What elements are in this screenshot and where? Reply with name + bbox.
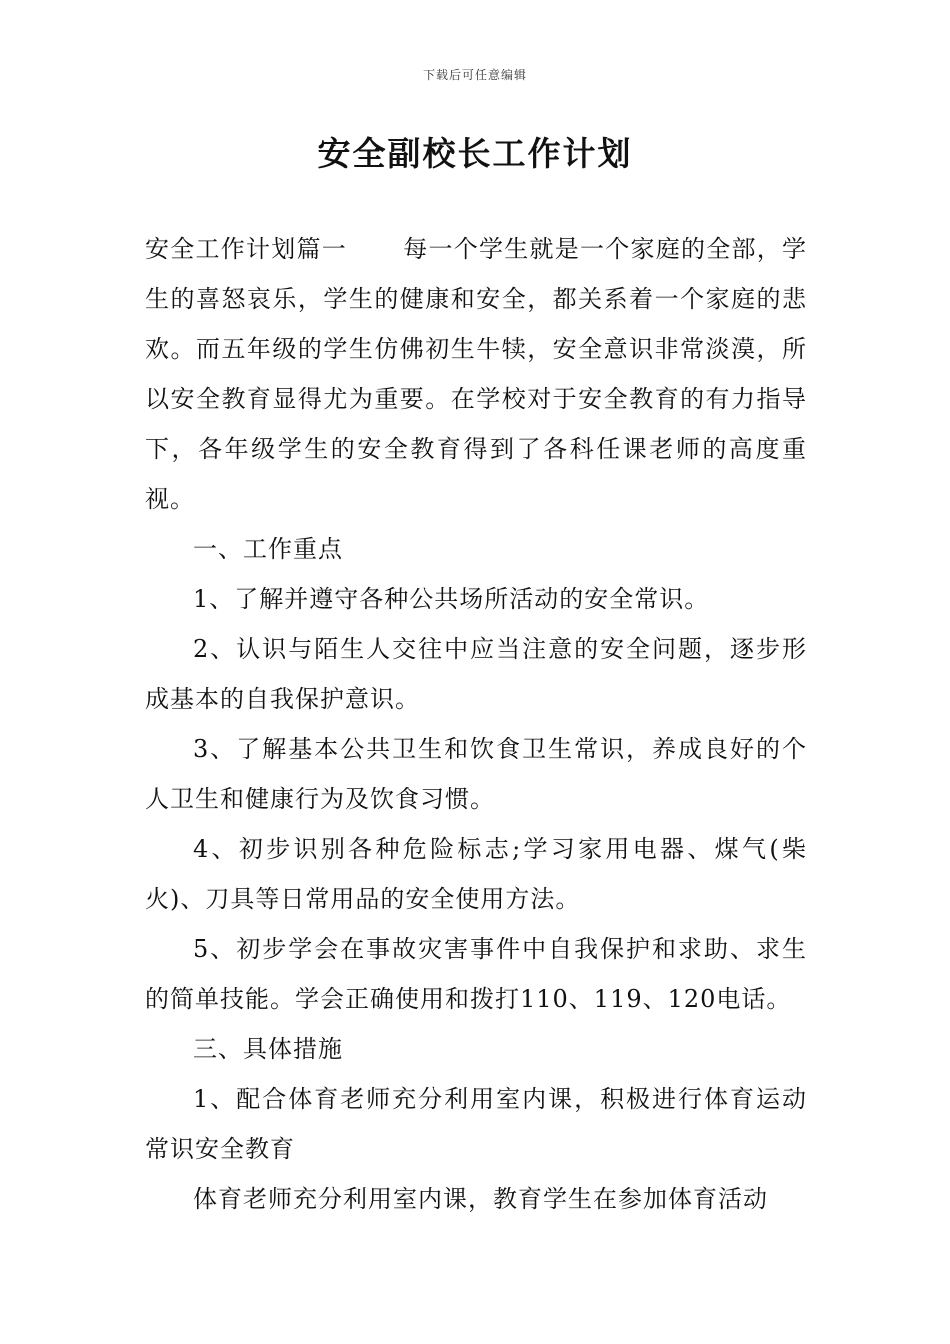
intro-label: 安全工作计划篇一 bbox=[145, 235, 347, 263]
measure-paragraph: 体育老师充分利用室内课，教育学生在参加体育活动 bbox=[193, 1185, 768, 1213]
document-title: 安全副校长工作计划 bbox=[317, 134, 633, 173]
section-heading-measures: 三、具体措施 bbox=[193, 1035, 343, 1063]
list-item: 5、初步学会在事故灾害事件中自我保护和求助、求生的简单技能。学会正确使用和拨打110、119、120电话。 bbox=[145, 935, 807, 1013]
list-item: 4、初步识别各种危险标志;学习家用电器、煤气(柴火)、刀具等日常用品的安全使用方法。 bbox=[145, 835, 807, 913]
list-item: 2、认识与陌生人交往中应当注意的安全问题，逐步形成基本的自我保护意识。 bbox=[145, 635, 807, 713]
intro-text: 每一个学生就是一个家庭的全部，学生的喜怒哀乐，学生的健康和安全，都关系着一个家庭的悲欢。而五年级的学生仿佛初生牛犊，安全意识非常淡漠，所以安全教育显得尤为重要。在学校对于安全教育的有力指导下，各年级学生的安全教育得到了各科任课老师的高度重视。 bbox=[145, 235, 807, 513]
header-note: 下载后可任意编辑 bbox=[422, 68, 527, 82]
list-item: 1、了解并遵守各种公共场所活动的安全常识。 bbox=[193, 585, 710, 613]
measure-item: 1、配合体育老师充分利用室内课，积极进行体育运动常识安全教育 bbox=[145, 1085, 807, 1163]
document-body bbox=[145, 224, 807, 1224]
list-item: 3、了解基本公共卫生和饮食卫生常识，养成良好的个人卫生和健康行为及饮食习惯。 bbox=[145, 735, 807, 813]
intro-paragraph bbox=[145, 224, 807, 524]
section-heading-work-focus: 一、工作重点 bbox=[193, 535, 343, 563]
